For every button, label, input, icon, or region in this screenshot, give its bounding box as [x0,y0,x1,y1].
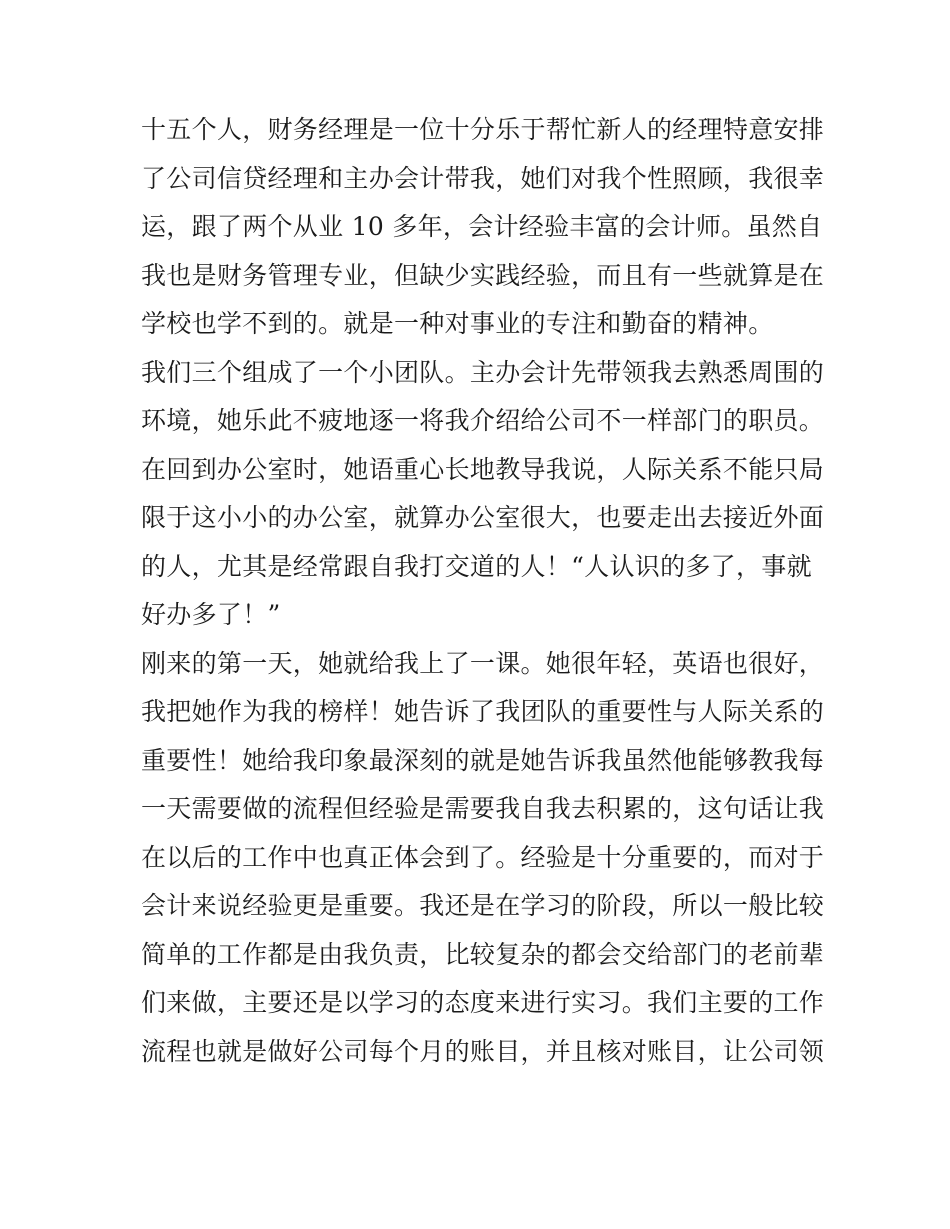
text-line: 了公司信贷经理和主办会计带我，她们对我个性照顾，我很幸 [141,163,825,193]
text-line: 的人，尤其是经常跟自我打交道的人！“人认识的多了，事就 [141,551,812,581]
text-line: 重要性！她给我印象最深刻的就是她告诉我虽然他能够教我每 [141,745,825,775]
body-text [141,106,825,1076]
text-line: 好办多了！” [141,600,281,629]
text-line: 我们三个组成了一个小团队。主办会计先带领我去熟悉周围的 [141,357,825,387]
text-line: 限于这小小的办公室，就算办公室很大，也要走出去接近外面 [141,503,825,532]
text-line: 流程也就是做好公司每个月的账目，并且核对账目，让公司领 [141,1036,825,1066]
text-line: 学校也学不到的。就是一种对事业的专注和勤奋的精神。 [141,309,774,338]
text-line: 们来做，主要还是以学习的态度来进行实习。我们主要的工作 [141,988,825,1017]
text-line: 运，跟了两个从业 10 多年，会计经验丰富的会计师。虽然自 [141,212,823,241]
text-line: 在以后的工作中也真正体会到了。经验是十分重要的，而对于 [141,842,825,872]
text-line: 一天需要做的流程但经验是需要我自我去积累的，这句话让我 [141,794,825,823]
text-line: 刚来的第一天，她就给我上了一课。她很年轻，英语也很好， [141,648,825,678]
text-line: 简单的工作都是由我负责，比较复杂的都会交给部门的老前辈 [141,939,825,969]
text-line: 会计来说经验更是重要。我还是在学习的阶段，所以一般比较 [141,891,825,920]
text-line: 十五个人，财务经理是一位十分乐于帮忙新人的经理特意安排 [141,115,825,144]
text-line: 我也是财务管理专业，但缺少实践经验，而且有一些就算是在 [141,260,825,290]
text-line: 我把她作为我的榜样！她告诉了我团队的重要性与人际关系的 [141,697,825,726]
text-line: 在回到办公室时，她语重心长地教导我说，人际关系不能只局 [141,454,825,484]
text-line: 环境，她乐此不疲地逐一将我介绍给公司不一样部门的职员。 [141,406,825,435]
